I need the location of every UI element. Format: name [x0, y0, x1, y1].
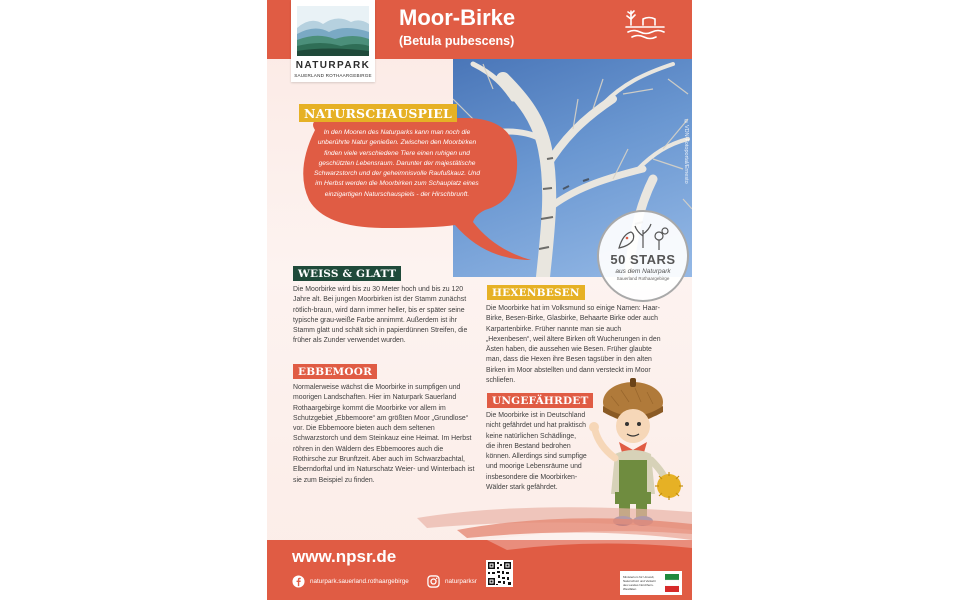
fifty-stars-badge — [597, 210, 689, 302]
bird-plant-icon — [613, 222, 673, 252]
instagram-handle: naturparksr — [445, 577, 477, 585]
stars-badge-subtitle: aus dem Naturpark — [615, 268, 671, 275]
stars-badge-region: Sauerland Rothaargebirge — [616, 276, 670, 281]
page-title: Moor-Birke — [399, 5, 516, 30]
paragraph-hexenbesen: Die Moorbirke hat im Volksmund so einige Namen: Haar-Birke, Besen-Birke, Glasbirke, Behaarte Birke oder auch Karpartenbirke. Früher nannte man sie auch „Hexenbesen“, weil ältere Birken oft Wucherungen in den Ästen haben, die aussehen wie Besen. Früher glaubte man, dass die Hexen ihre Besen tagsüber in den alten Birken im Moor abstellten und dann versteckt im Moor schliefen. — [486, 305, 661, 385]
heading-ungefaehrdet: UNGEFÄHRDET — [487, 393, 593, 408]
website-link[interactable]: www.npsr.de — [292, 547, 397, 566]
paragraph-weiss-glatt: Die Moorbirke wird bis zu 30 Meter hoch und bis zu 120 Jahre alt. Bei jungen Moorbirken ist der Stamm zunächst rötlich-braun, wird dann immer heller, bis er später seine typische grau-weiße Farbe annimmt. Außerdem ist ihr Stamm glatt und schält sich in papierdünnen Streifen, die früher als Zunder verwendet wurden. — [293, 286, 468, 345]
ministry-name: Ministerium für Umwelt, Naturschutz und Verkehr des Landes Nordrhein-Westfalen — [623, 575, 657, 591]
facebook-icon — [292, 575, 305, 588]
facebook-link[interactable] — [292, 574, 409, 588]
heading-weiss-glatt: WEISS & GLATT — [293, 266, 401, 281]
heading-naturschauspiel: NATURSCHAUSPIEL — [299, 104, 457, 122]
qr-code-icon — [486, 560, 513, 587]
instagram-link[interactable] — [427, 574, 477, 588]
paragraph-ebbemoor: Normalerweise wächst die Moorbirke in sumpfigen und moorigen Landschaften. Hier im Naturpark Sauerland Rothaargebirge kommt die Moorbirke vor allem im Schutzgebiet „Ebbemoore“ am größten Moor „Grundlose“ vor. Die Ebbemoore bieten auch dem seltenen Schwarzstorch und dem Steinkauz eine Heimat. Im Herbst röhren in den Wäldern des Ebbemoores auch die Rothirsche zur Brunftzeit. Aber auch im Schwarzbachtal, Elberndorftal und im Naturschatz Weier- und Winterbach ist sie zum Beispiel zu finden. — [293, 384, 475, 484]
logo-subline: SAUERLAND ROTHAARGEBIRGE — [294, 73, 372, 78]
logo-wordmark: NATURPARK — [295, 60, 371, 71]
nrw-flag-icon — [665, 574, 679, 592]
naturpark-logo[interactable] — [291, 0, 375, 82]
heading-ebbemoor: EBBEMOOR — [293, 364, 377, 379]
photo-credit: ©VDN-Fotoportal/Ernesto — [683, 119, 689, 184]
info-poster — [267, 0, 692, 600]
paragraph-ungefaehrdet: Die Moorbirke ist in Deutschland nicht gefährdet und hat praktisch keine natürlichen Schädlinge, die ihren Bestand bedrohen können. Allerdings sind sumpfige und moorige Lebensräume und insbesondere die Moorbirken-Wälder stark gefährdet. — [486, 412, 587, 492]
intro-paragraph: In den Mooren des Naturparks kann man noch die unberührte Natur genießen. Zwischen den Moorbirken finden viele verschiedene Tiere einen ruhigen und geschützten Lebensraum. Darunter der majestätische Schwarzstorch und der geheimnisvolle Raufußkauz. Und im Herbst werden die Moorbirken zum Schauplatz eines einzigartigen Naturschauspiels - der Hirschbrunft. — [313, 129, 481, 198]
facebook-handle: naturpark.sauerland.rothaargebirge — [310, 577, 409, 585]
moor-landscape-icon — [623, 7, 667, 41]
qr-code[interactable] — [486, 560, 513, 587]
ministry-logo — [620, 571, 682, 595]
instagram-icon — [427, 575, 440, 588]
heading-hexenbesen: HEXENBESEN — [487, 285, 585, 300]
stars-badge-title: 50 STARS — [610, 252, 676, 267]
page-subtitle: (Betula pubescens) — [399, 34, 515, 48]
mountains-logo-icon — [297, 6, 369, 56]
